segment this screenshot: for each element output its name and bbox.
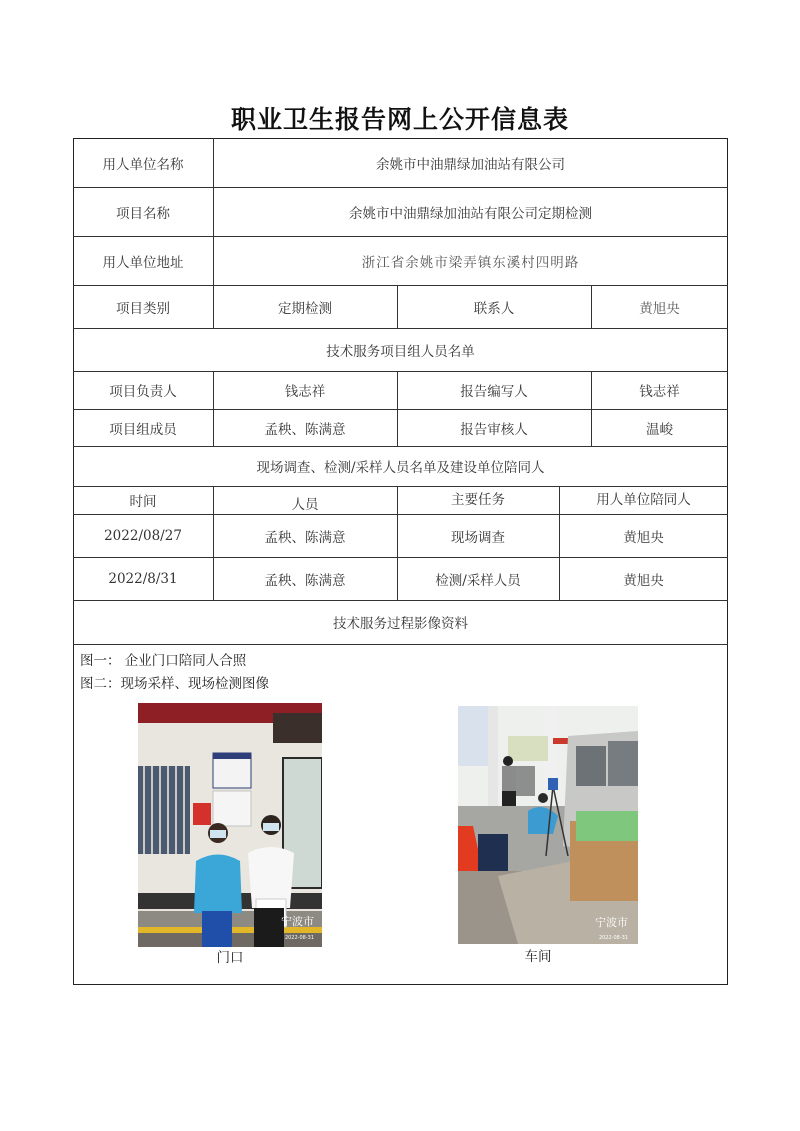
employer-address-label: 用人单位地址 xyxy=(102,254,184,271)
reviewer-value: 温峻 xyxy=(646,421,673,438)
project-name-label: 项目名称 xyxy=(116,205,170,222)
workshop-photo-caption: 车间 xyxy=(524,949,552,965)
members-label: 项目组成员 xyxy=(109,421,177,438)
members-value: 孟秧、陈满意 xyxy=(264,421,346,438)
workshop-photo-illustration xyxy=(458,706,638,944)
workshop-photo xyxy=(458,706,638,944)
watermark-date: 2022-08-31 xyxy=(284,935,314,941)
survey-row-staff: 孟秧、陈满意 xyxy=(264,572,346,589)
survey-row-escort: 黄旭央 xyxy=(623,529,664,546)
employer-address-value: 浙江省余姚市梁弄镇东溪村四明路 xyxy=(361,254,580,271)
leader-value: 钱志祥 xyxy=(284,384,326,400)
watermark-date: 2022-08-31 xyxy=(598,935,628,941)
project-type-value: 定期检测 xyxy=(278,300,332,317)
watermark-city: 宁波市 xyxy=(595,916,628,929)
column-header-task: 主要任务 xyxy=(451,492,505,508)
entrance-photo-caption: 门口 xyxy=(216,950,244,966)
survey-row-task: 现场调查 xyxy=(451,529,505,546)
media-section-header: 技术服务过程影像资料 xyxy=(333,616,468,632)
writer-value: 钱志祥 xyxy=(639,384,680,400)
survey-row-date: 2022/8/31 xyxy=(108,570,178,587)
column-header-time: 时间 xyxy=(129,494,157,510)
entrance-photo xyxy=(138,703,322,947)
entrance-photo-illustration xyxy=(138,703,322,947)
leader-label: 项目负责人 xyxy=(109,384,177,400)
survey-row-date: 2022/08/27 xyxy=(104,527,182,544)
employer-name-label: 用人单位名称 xyxy=(102,156,184,173)
watermark-city: 宁波市 xyxy=(281,915,314,928)
employer-name-value: 余姚市中油鼎绿加油站有限公司 xyxy=(376,156,565,173)
column-header-escort: 用人单位陪同人 xyxy=(596,492,691,508)
writer-label: 报告编写人 xyxy=(460,384,528,400)
project-type-label: 项目类别 xyxy=(116,300,170,317)
survey-section-header: 现场调查、检测/采样人员名单及建设单位陪同人 xyxy=(256,460,545,476)
contact-label: 联系人 xyxy=(473,300,515,317)
row-divider xyxy=(73,644,728,645)
contact-value: 黄旭央 xyxy=(639,300,680,317)
project-name-value: 余姚市中油鼎绿加油站有限公司定期检测 xyxy=(349,205,592,222)
survey-row-escort: 黄旭央 xyxy=(623,572,664,589)
column-header-staff: 人员 xyxy=(291,497,319,513)
survey-row-staff: 孟秧、陈满意 xyxy=(264,529,346,546)
figure2-label: 图二：现场采样、现场检测图像 xyxy=(80,676,269,692)
survey-row-task: 检测/采样人员 xyxy=(435,572,521,589)
reviewer-label: 报告审核人 xyxy=(460,421,528,438)
team-section-header: 技术服务项目组人员名单 xyxy=(326,343,475,360)
figure1-label: 图一： 企业门口陪同人合照 xyxy=(80,653,247,669)
page-title: 职业卫生报告网上公开信息表 xyxy=(230,105,569,134)
